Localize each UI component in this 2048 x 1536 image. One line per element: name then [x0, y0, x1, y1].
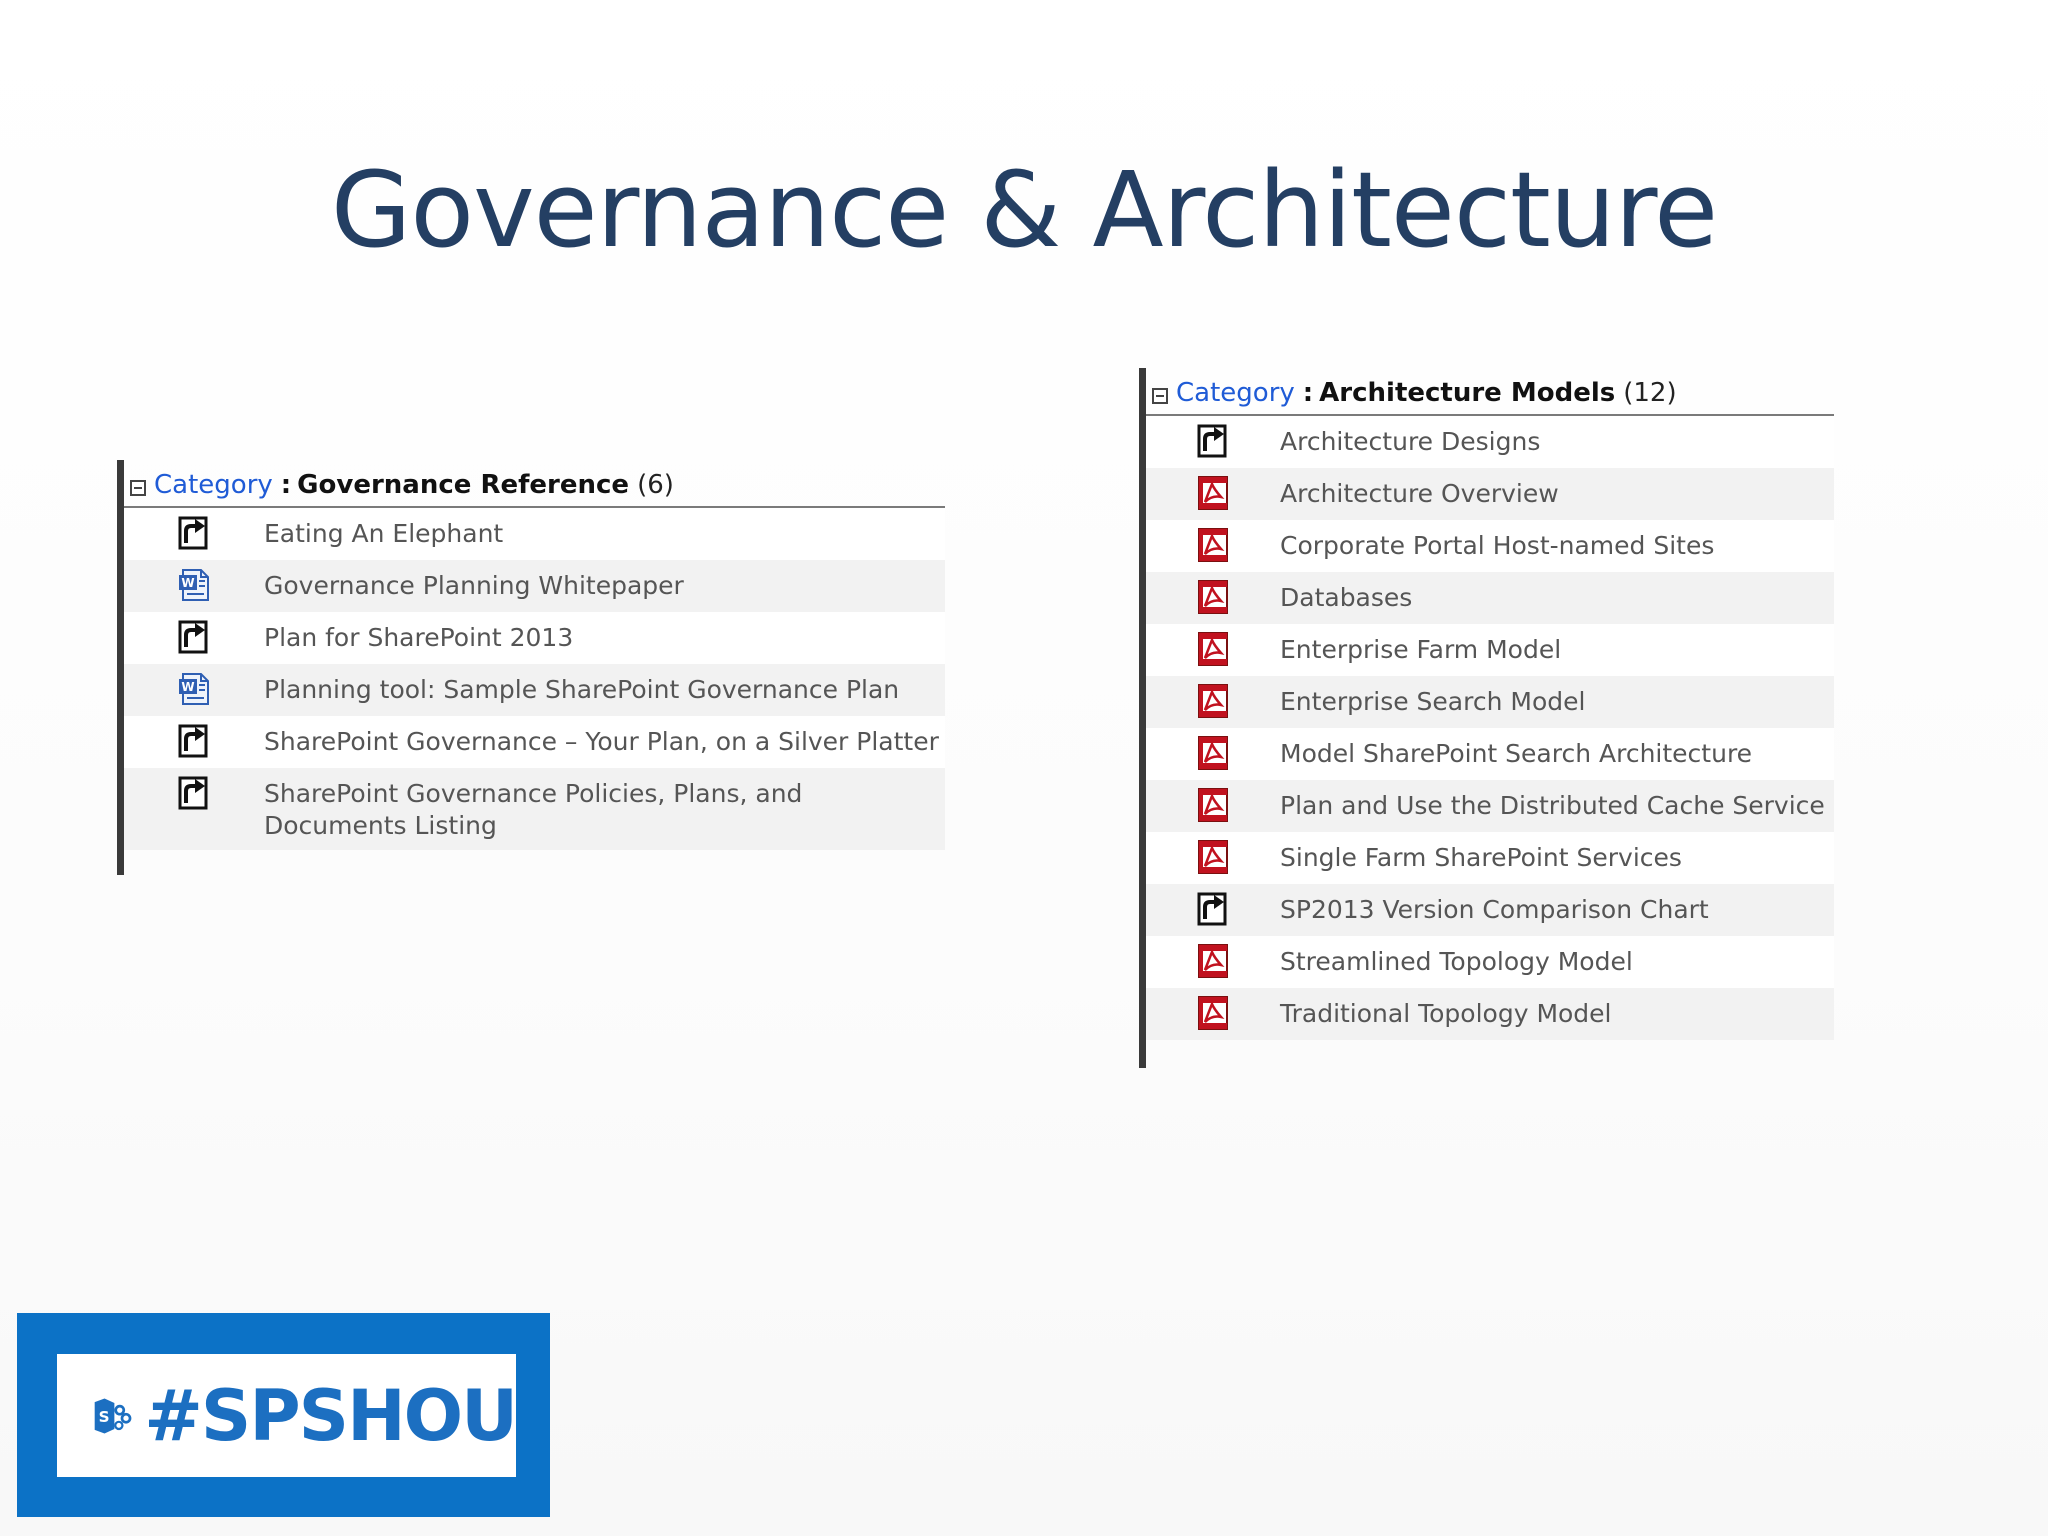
link-icon	[177, 515, 211, 551]
item-title[interactable]: Planning tool: Sample SharePoint Governance Plan	[264, 675, 900, 704]
item-list	[124, 508, 945, 850]
list-item[interactable]	[124, 560, 945, 612]
link-icon	[1196, 891, 1230, 927]
sharepoint-logo-icon	[92, 1371, 132, 1461]
link-icon	[177, 619, 211, 655]
list-item[interactable]	[1146, 884, 1834, 936]
pdf-icon	[1196, 683, 1230, 719]
list-item[interactable]	[124, 768, 945, 850]
list-item[interactable]	[1146, 468, 1834, 520]
list-item[interactable]	[1146, 624, 1834, 676]
list-item[interactable]	[1146, 936, 1834, 988]
category-separator: :	[280, 470, 292, 500]
list-item[interactable]	[1146, 572, 1834, 624]
slide-title: Governance & Architecture	[330, 149, 1718, 271]
list-item[interactable]	[1146, 676, 1834, 728]
spshou-logo	[17, 1313, 550, 1517]
category-separator: :	[1302, 378, 1314, 408]
pdf-icon	[1196, 995, 1230, 1031]
pdf-icon	[1196, 787, 1230, 823]
list-item[interactable]	[1146, 416, 1834, 468]
item-title[interactable]: Streamlined Topology Model	[1280, 947, 1633, 976]
item-title[interactable]: Architecture Designs	[1280, 427, 1541, 456]
item-title[interactable]: Eating An Elephant	[264, 519, 504, 548]
item-title[interactable]: Enterprise Farm Model	[1280, 635, 1562, 664]
logo-mark-letter: S	[98, 1407, 110, 1426]
item-title[interactable]: Corporate Portal Host-named Sites	[1280, 531, 1715, 560]
pdf-icon	[1196, 735, 1230, 771]
word-document-icon	[177, 567, 211, 603]
category-link[interactable]: Category	[1176, 378, 1295, 408]
item-title[interactable]: Databases	[1280, 583, 1413, 612]
pdf-icon	[1196, 943, 1230, 979]
item-title[interactable]: SharePoint Governance Policies, Plans, and Documents Listing	[264, 779, 803, 840]
list-item[interactable]	[124, 612, 945, 664]
list-item[interactable]	[1146, 728, 1834, 780]
collapse-toggle-icon[interactable]	[1152, 388, 1168, 404]
svg-text:W: W	[181, 680, 195, 694]
category-link[interactable]: Category	[154, 470, 273, 500]
item-list	[1146, 416, 1834, 1040]
architecture-models-list	[1139, 368, 1834, 1068]
pdf-icon	[1196, 527, 1230, 563]
pdf-icon	[1196, 631, 1230, 667]
category-name: Governance Reference	[297, 470, 630, 500]
item-title[interactable]: Enterprise Search Model	[1280, 687, 1586, 716]
logo-hashtag: #SPSHOU	[144, 1374, 516, 1457]
item-title[interactable]: Plan and Use the Distributed Cache Service	[1280, 791, 1825, 820]
item-title[interactable]: Single Farm SharePoint Services	[1280, 843, 1682, 872]
governance-reference-list	[117, 460, 945, 875]
collapse-toggle-icon[interactable]	[130, 480, 146, 496]
list-item[interactable]	[1146, 832, 1834, 884]
list-item[interactable]	[124, 508, 945, 560]
category-count: (12)	[1623, 378, 1677, 408]
word-document-icon	[177, 671, 211, 707]
item-title[interactable]: Architecture Overview	[1280, 479, 1559, 508]
item-title[interactable]: Traditional Topology Model	[1280, 999, 1612, 1028]
item-title[interactable]: SP2013 Version Comparison Chart	[1280, 895, 1709, 924]
link-icon	[1196, 423, 1230, 459]
category-header	[1146, 368, 1834, 416]
list-item[interactable]	[1146, 520, 1834, 572]
item-title[interactable]: Governance Planning Whitepaper	[264, 571, 684, 600]
category-count: (6)	[637, 470, 674, 500]
item-title[interactable]: Model SharePoint Search Architecture	[1280, 739, 1753, 768]
category-name: Architecture Models	[1319, 378, 1616, 408]
item-title[interactable]: Plan for SharePoint 2013	[264, 623, 574, 652]
svg-text:W: W	[181, 576, 195, 590]
list-item[interactable]	[1146, 780, 1834, 832]
list-item[interactable]	[124, 716, 945, 768]
list-item[interactable]	[1146, 988, 1834, 1040]
pdf-icon	[1196, 839, 1230, 875]
link-icon	[177, 775, 211, 811]
item-title[interactable]: SharePoint Governance – Your Plan, on a Silver Platter	[264, 727, 939, 756]
link-icon	[177, 723, 211, 759]
category-header	[124, 460, 945, 508]
pdf-icon	[1196, 475, 1230, 511]
list-item[interactable]	[124, 664, 945, 716]
pdf-icon	[1196, 579, 1230, 615]
logo-inner	[57, 1354, 516, 1477]
